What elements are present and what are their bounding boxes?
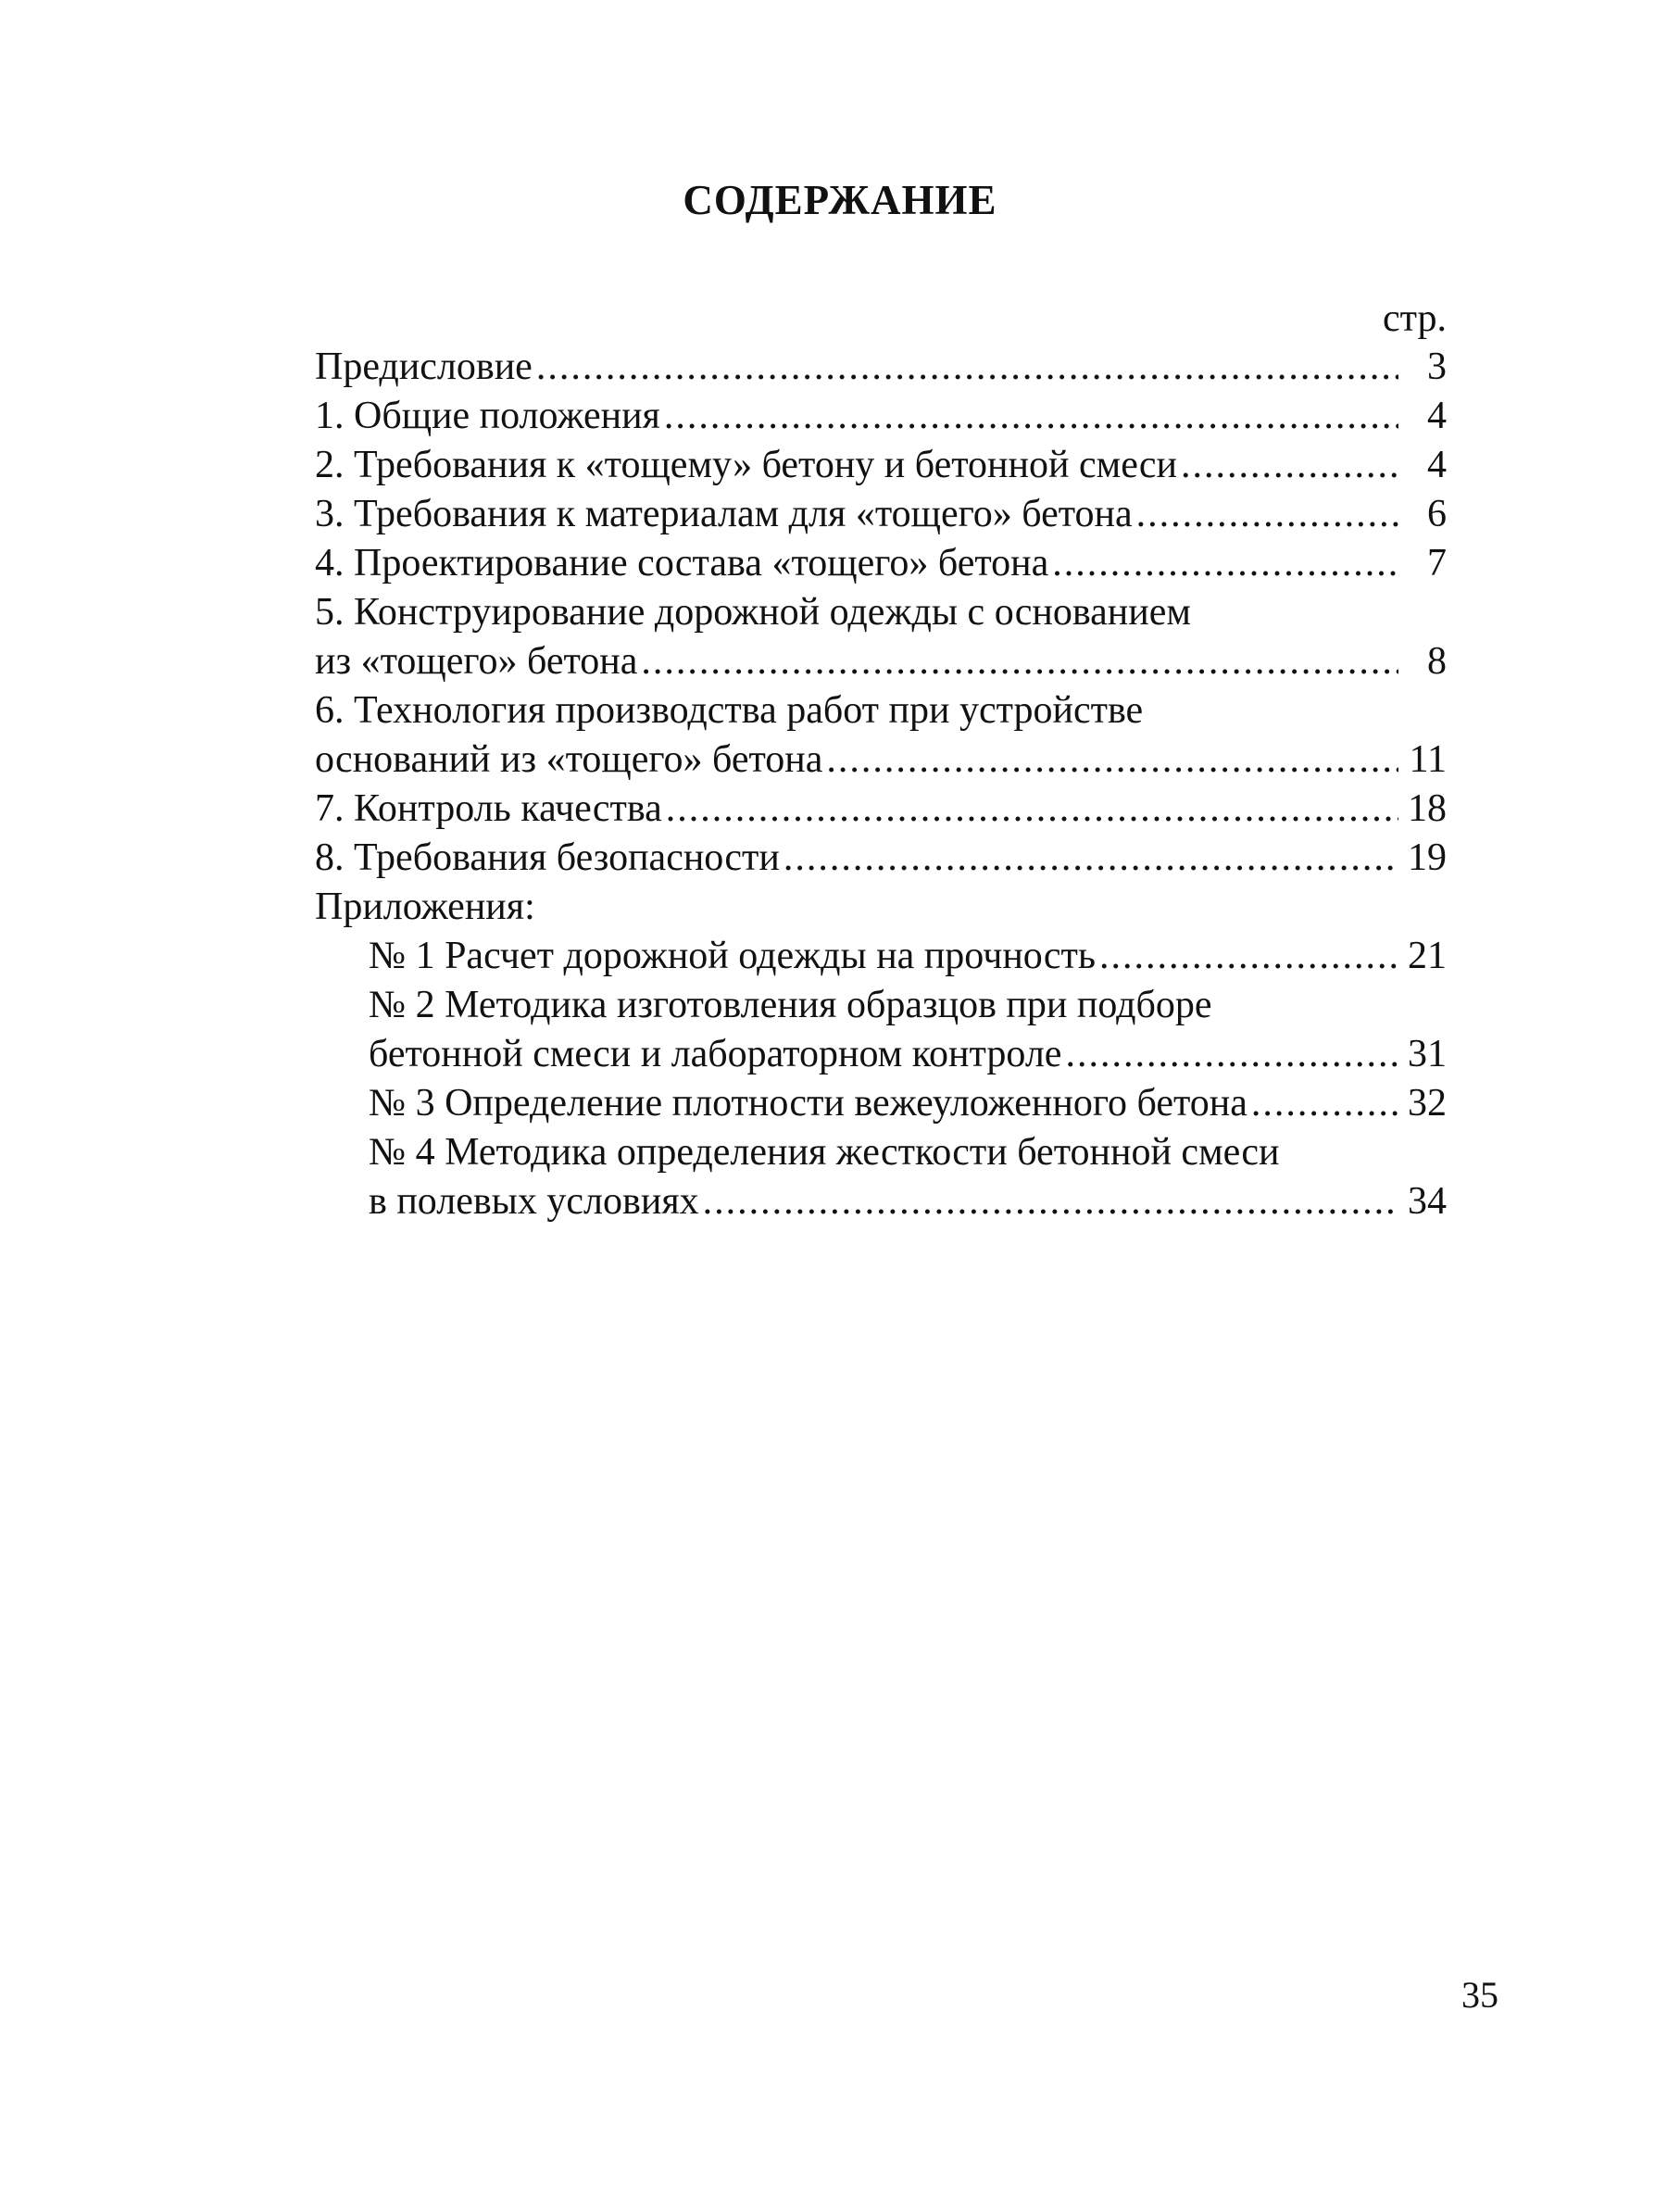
dot-leader <box>1136 490 1398 539</box>
toc-entry-page: 18 <box>1408 787 1447 830</box>
appendix-entry-1[interactable] <box>315 932 1447 981</box>
toc-entry-1[interactable] <box>315 392 1447 441</box>
toc-entry-text: Приложения: <box>315 886 535 928</box>
appendix-entry-3[interactable] <box>315 1079 1447 1128</box>
dot-leader <box>664 392 1398 441</box>
dot-leader <box>666 785 1398 834</box>
dot-leader <box>641 637 1398 686</box>
dot-leader <box>1251 1079 1398 1128</box>
dot-leader <box>536 343 1398 392</box>
appendix-entry-text: в полевых условиях <box>369 1180 699 1223</box>
appendix-entry-text: № 3 Определение плотности вежеуложенного бетона <box>369 1082 1247 1125</box>
toc-entry-text: 1. Общие положения <box>315 395 660 437</box>
appendix-entry-page: 31 <box>1408 1033 1447 1075</box>
toc-entry-text: 8. Требования безопасности <box>315 836 780 879</box>
appendix-entry-text: бетонной смеси и лабораторном контроле <box>369 1033 1062 1075</box>
page-title: СОДЕРЖАНИЕ <box>683 177 997 223</box>
toc-entry-8[interactable] <box>315 834 1447 883</box>
toc-entry-preface[interactable] <box>315 343 1447 392</box>
toc-entry-text: 4. Проектирование состава «тощего» бетона <box>315 542 1049 584</box>
appendix-entry-text: № 2 Методика изготовления образцов при подборе <box>369 984 1212 1026</box>
toc-entry-page: 11 <box>1409 738 1447 781</box>
dot-leader <box>826 735 1398 785</box>
toc-entry-page: 7 <box>1427 542 1447 584</box>
toc-entry-page: 6 <box>1427 493 1447 535</box>
toc-entry-text: 7. Контроль качества <box>315 787 662 830</box>
toc-entry-6-line1[interactable] <box>315 686 1447 735</box>
appendix-entry-4-line2[interactable] <box>315 1177 1447 1226</box>
toc-entry-page: 8 <box>1427 640 1447 683</box>
toc-entry-3[interactable] <box>315 490 1447 539</box>
dot-leader <box>1181 441 1398 490</box>
toc-entry-text: 6. Технология производства работ при устройстве <box>315 689 1144 732</box>
toc-appendices-heading <box>315 883 1447 932</box>
appendix-entry-text: № 4 Методика определения жесткости бетонной смеси <box>369 1131 1280 1174</box>
toc-entry-text: 3. Требования к материалам для «тощего» бетона <box>315 493 1133 535</box>
toc-entry-4[interactable] <box>315 539 1447 588</box>
toc-entry-text: Предисловие <box>315 346 533 388</box>
dot-leader <box>703 1177 1398 1226</box>
dot-leader <box>1052 539 1398 588</box>
toc-entry-7[interactable] <box>315 785 1447 834</box>
dot-leader <box>1099 932 1398 981</box>
toc-entry-page: 19 <box>1408 836 1447 879</box>
toc-entry-6-line2[interactable] <box>315 735 1447 785</box>
toc-entry-page: 3 <box>1427 346 1447 388</box>
toc-entry-text: оснований из «тощего» бетона <box>315 738 823 781</box>
appendix-entry-text: № 1 Расчет дорожной одежды на прочность <box>369 935 1096 977</box>
toc-entry-2[interactable] <box>315 441 1447 490</box>
appendix-entry-page: 21 <box>1408 935 1447 977</box>
appendix-entry-4-line1[interactable] <box>315 1128 1447 1177</box>
toc-entry-5-line2[interactable] <box>315 637 1447 686</box>
dot-leader <box>1065 1030 1398 1079</box>
toc-entry-text: 2. Требования к «тощему» бетону и бетонной смеси <box>315 444 1177 486</box>
toc-entry-page: 4 <box>1427 395 1447 437</box>
page-number: 35 <box>1461 1974 1498 2016</box>
dot-leader <box>784 834 1398 883</box>
page-column-header: стр. <box>1382 297 1447 340</box>
appendix-entry-page: 32 <box>1408 1082 1447 1125</box>
appendix-entry-2-line2[interactable] <box>315 1030 1447 1079</box>
toc-entry-page: 4 <box>1427 444 1447 486</box>
appendix-entry-2-line1[interactable] <box>315 981 1447 1030</box>
table-of-contents <box>315 295 1447 1226</box>
appendix-entry-page: 34 <box>1408 1180 1447 1223</box>
toc-entry-text: из «тощего» бетона <box>315 640 638 683</box>
toc-entry-5-line1[interactable] <box>315 588 1447 637</box>
toc-entry-text: 5. Конструирование дорожной одежды с основанием <box>315 591 1191 634</box>
